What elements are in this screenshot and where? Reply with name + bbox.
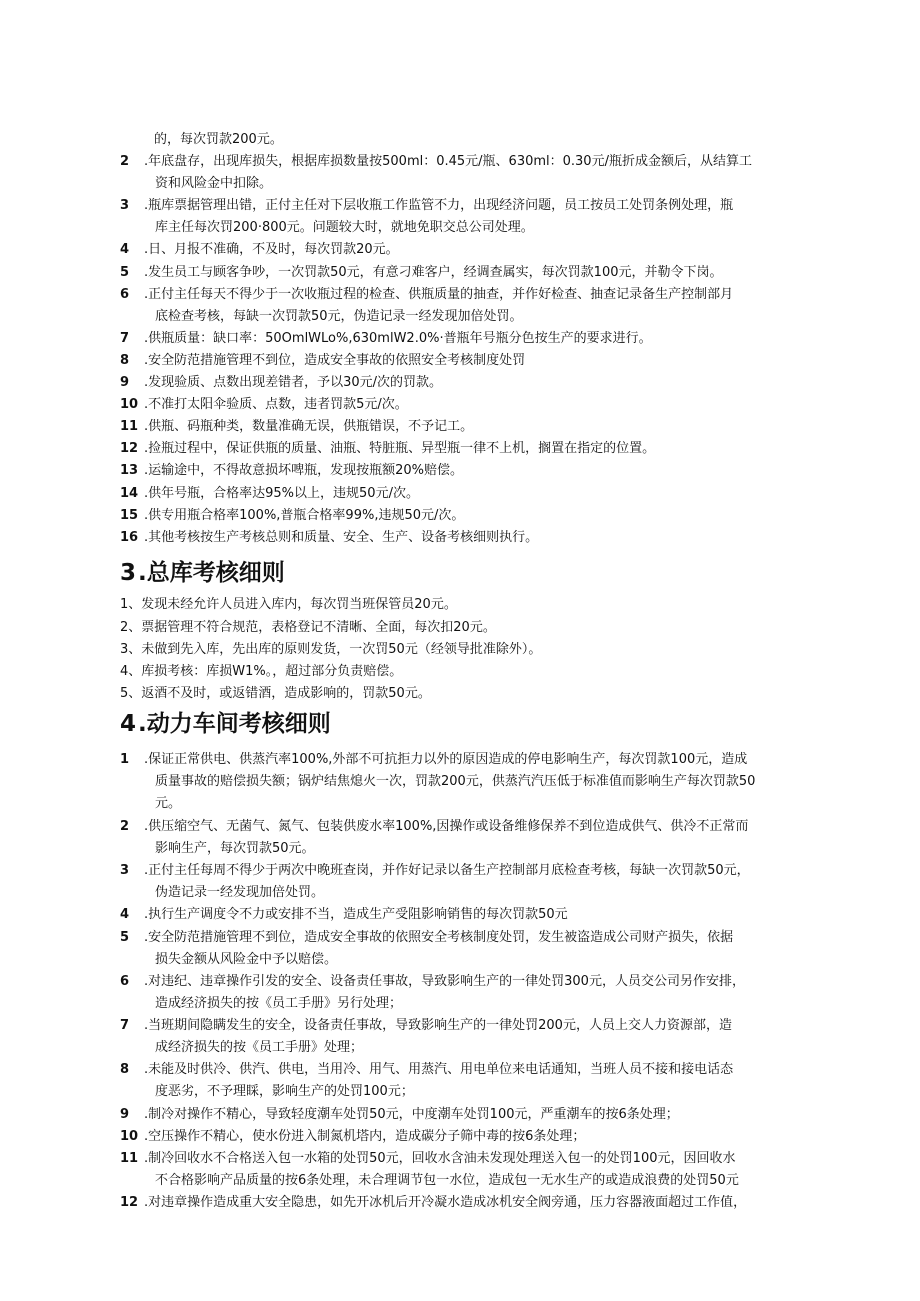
item-text: .对违纪、违章操作引发的安全、设备责任事故，导致影响生产的一律处罚300元，人员交公司另作安排，: [144, 974, 745, 989]
item-number: 5: [120, 930, 130, 945]
section2-item: [120, 394, 860, 416]
section2-item: [120, 195, 860, 239]
item-text: .供瓶、码瓶种类，数量准确无误，供瓶错误，不予记工。: [144, 419, 474, 434]
item-text: .供年号瓶，合格率达95%以上，违规50元/次。: [144, 486, 419, 501]
item-number: 14: [120, 486, 139, 501]
section4-item: [120, 1148, 860, 1192]
item-number: 3: [120, 198, 130, 213]
item-text: .当班期间隐瞒发生的安全，设备责任事故，导致影响生产的一律处罚200元，人员上交人力资源部，造: [144, 1018, 732, 1033]
section4-item: [120, 971, 860, 1015]
item-text-continued: 不合格影响产品质量的按6条处理，未合理调节包一水位，造成包一无水生产的或造成浪费的处罚50元: [155, 1173, 739, 1188]
item-number: 7: [120, 1018, 130, 1033]
section2-item: [120, 372, 860, 394]
item-number: 15: [120, 508, 139, 523]
item-number: 4: [120, 907, 130, 922]
section3-number: 3: [120, 560, 137, 586]
item-text-continued: 库主任每次罚200·800元。问题较大时，就地免职交总公司处理。: [155, 220, 534, 235]
item-text: .其他考核按生产考核总则和质量、安全、生产、设备考核细则执行。: [144, 530, 539, 545]
item-text-continued: 伪造记录一经发现加倍处罚。: [155, 885, 325, 900]
section2-item: [120, 239, 860, 261]
section2-item: [120, 284, 860, 328]
item-number: 8: [120, 1062, 130, 1077]
section4-item: [120, 1192, 860, 1214]
section4-item: [120, 904, 860, 926]
item-text: .正付主任每周不得少于两次中晚班查岗，并作好记录以备生产控制部月底检查考核，每缺一次罚款50元，: [144, 863, 750, 878]
item-number: 2: [120, 154, 130, 169]
section3-item: 4、库损考核：库损W1%。，超过部分负责赔偿。: [120, 664, 403, 679]
item-number: 7: [120, 331, 130, 346]
section2-item: [120, 527, 860, 549]
section2-item: [120, 438, 860, 460]
item-number: 3: [120, 863, 130, 878]
item-text-continued: 质量事故的赔偿损失额；锅炉结焦熄火一次，罚款200元，供蒸汽汽压低于标准值而影响生产每次罚款50: [155, 774, 756, 789]
item-text: .制冷对操作不精心，导致轻度潮车处罚50元，中度潮车处罚100元，严重潮车的按6条处理；: [144, 1107, 679, 1122]
item-text: .正付主任每天不得少于一次收瓶过程的检查、供瓶质量的抽查，并作好检查、抽查记录备生产控制部月: [144, 287, 734, 302]
section3-item: 1、发现未经允许人员进入库内，每次罚当班保管员20元。: [120, 597, 457, 612]
section4-heading: [120, 709, 331, 739]
item-text-continued: 底检查考核，每缺一次罚款50元，伪造记录一经发现加倍处罚。: [155, 309, 523, 324]
section4-item: [120, 1015, 860, 1059]
item-number: 9: [120, 1107, 130, 1122]
item-number: 16: [120, 530, 139, 545]
item-text: .安全防范措施管理不到位，造成安全事故的依照安全考核制度处罚: [144, 353, 526, 368]
section4-item: [120, 1104, 860, 1126]
section4-item: [120, 1059, 860, 1103]
section2-item: [120, 328, 860, 350]
section4-title: .动力车间考核细则: [138, 711, 331, 737]
item-text-continued: 成经济损失的按《员工手册》处理；: [155, 1040, 364, 1055]
item-text: .供专用瓶合格率100%,普瓶合格率99%,违规50元/次。: [144, 508, 465, 523]
item-text: .供压缩空气、无菌气、氮气、包装供废水率100%,因操作或设备维修保养不到位造成供气、供冷不正常而: [144, 819, 749, 834]
section2-item: [120, 416, 860, 438]
section4-item: [120, 860, 860, 904]
item-text: .日、月报不准确，不及时，每次罚款20元。: [144, 242, 399, 257]
item-text: .瓶库票据管理出错，正付主任对下层收瓶工作监管不力，出现经济问题，员工按员工处罚条例处理，瓶: [144, 198, 734, 213]
section2-item: [120, 483, 860, 505]
item-text-continued: 资和风险金中扣除。: [155, 176, 273, 191]
section3-item: 2、票据管理不符合规范，表格登记不清晰、全面，每次扣20元。: [120, 620, 496, 635]
section2-item: [120, 505, 860, 527]
item-text-continued: 损失金额从风险金中予以赔偿。: [155, 952, 338, 967]
item-number: 12: [120, 1195, 139, 1210]
item-number: 13: [120, 463, 139, 478]
section4-item: [120, 749, 860, 815]
section4-item: [120, 1126, 860, 1148]
item-text: .供瓶质量：缺口率：50OmlWLo%,630mlW2.0%·普瓶年号瓶分色按生产的要求进行。: [144, 331, 652, 346]
section3-item: 5、返酒不及时，或返错酒，造成影响的，罚款50元。: [120, 686, 431, 701]
item-text: .发现验质、点数出现差错者，予以30元/次的罚款。: [144, 375, 443, 390]
item-text: .不准打太阳伞验质、点数，违者罚款5元/次。: [144, 397, 408, 412]
item-text-continued: 度恶劣，不予理睬，影响生产的处罚100元；: [155, 1084, 414, 1099]
item-text: .安全防范措施管理不到位，造成安全事故的依照安全考核制度处罚，发生被盗造成公司财产损失，依据: [144, 930, 734, 945]
section3-item: 3、未做到先入库，先出库的原则发货，一次罚50元（经领导批准除外）。: [120, 642, 542, 657]
item-number: 6: [120, 974, 130, 989]
section2-item: [120, 460, 860, 482]
item-text: .运输途中，不得故意损坏啤瓶，发现按瓶额20%赔偿。: [144, 463, 464, 478]
item-number: 4: [120, 242, 130, 257]
section4-item: [120, 816, 860, 860]
item-text: .制冷回收水不合格送入包一水箱的处罚50元，回收水含油未发现处理送入包一的处罚100元，因回收水: [144, 1151, 736, 1166]
item-text: .未能及时供冷、供汽、供电，当用冷、用气、用蒸汽、用电单位来电话通知，当班人员不接和接电话态: [144, 1062, 734, 1077]
item-text: .执行生产调度令不力或安排不当，造成生产受阻影响销售的每次罚款50元: [144, 907, 568, 922]
section3-heading: [120, 558, 285, 588]
item-number: 11: [120, 1151, 139, 1166]
item-text-continued: 元。: [155, 796, 182, 811]
item-number: 10: [120, 397, 139, 412]
item-number: 6: [120, 287, 130, 302]
item-number: 12: [120, 441, 139, 456]
section4-number: 4: [120, 711, 137, 737]
section2-item: [120, 151, 860, 195]
section2-item: [120, 350, 860, 372]
item-number: 1: [120, 752, 130, 767]
item-text: .捡瓶过程中，保证供瓶的质量、油瓶、特脏瓶、异型瓶一律不上机，搁置在指定的位置。: [144, 441, 656, 456]
item-text-continued: 影响生产，每次罚款50元。: [155, 841, 315, 856]
item-number: 8: [120, 353, 130, 368]
item-text: .空压操作不精心，使水份进入制氮机塔内，造成碳分子筛中毒的按6条处理；: [144, 1129, 586, 1144]
section4-item: [120, 927, 860, 971]
continuation-line: 的，每次罚款200元。: [154, 132, 283, 147]
item-text: .发生员工与顾客争吵，一次罚款50元，有意刁难客户，经调查属实，每次罚款100元，并勒令下岗。: [144, 265, 723, 280]
item-number: 5: [120, 265, 130, 280]
item-text: .年底盘存，出现库损失，根据库损数量按500ml：0.45元/瓶、630ml：0.30元/瓶折成金额后，从结算工: [144, 154, 752, 169]
item-text: .保证正常供电、供蒸汽率100%,外部不可抗拒力以外的原因造成的停电影响生产，每次罚款100元，造成: [144, 752, 748, 767]
item-text-continued: 造成经济损失的按《员工手册》另行处理；: [155, 996, 403, 1011]
item-number: 10: [120, 1129, 139, 1144]
item-number: 9: [120, 375, 130, 390]
section3-title: .总库考核细则: [138, 560, 285, 586]
section2-item: [120, 262, 860, 284]
item-text: .对违章操作造成重大安全隐患，如先开冰机后开冷凝水造成冰机安全阀旁通，压力容器液面超过工作值，: [144, 1195, 747, 1210]
item-number: 11: [120, 419, 139, 434]
item-number: 2: [120, 819, 130, 834]
